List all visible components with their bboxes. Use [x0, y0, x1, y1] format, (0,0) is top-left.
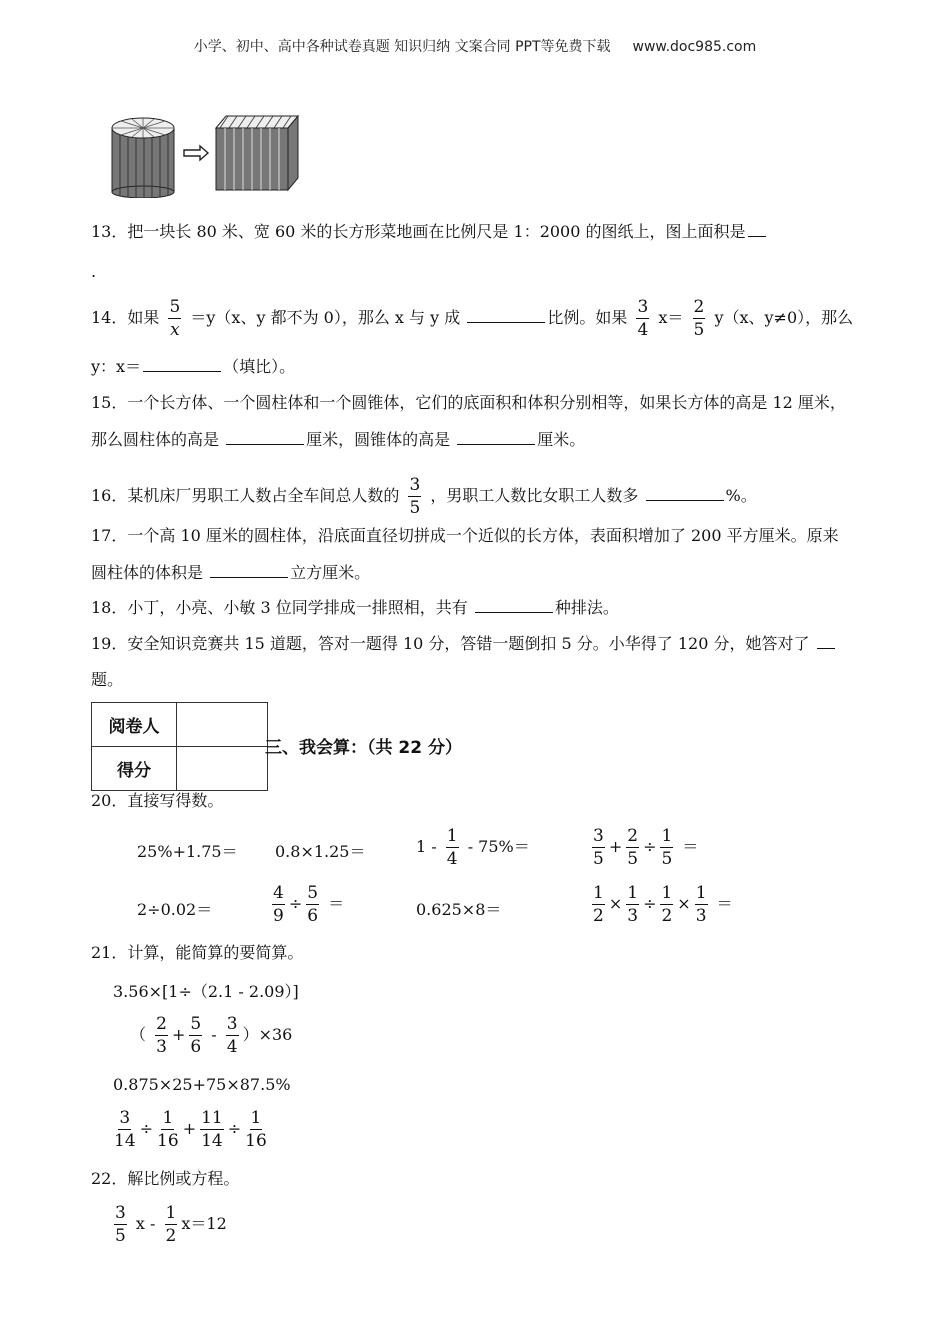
q14-blank-2[interactable] — [143, 357, 221, 372]
reviewer-label: 阅卷人 — [92, 703, 177, 747]
fraction: $\frac{2}{3}$ — [156, 1014, 167, 1057]
q20-e3-part1: 1 - — [416, 837, 437, 856]
op: + — [608, 837, 623, 856]
q13-text: 13．把一块长 80 米、宽 60 米的长方形菜地画在比例尺是 1：2000 的图纸上，图上面积是 — [91, 222, 746, 241]
q19-blank[interactable] — [817, 634, 835, 649]
q18-blank[interactable] — [475, 598, 553, 613]
op: ÷ — [643, 894, 657, 913]
fraction: $\frac{4}{9}$ — [273, 883, 284, 926]
question-18 — [91, 598, 619, 618]
q20-expr-7: 0.625×8＝ — [416, 900, 502, 919]
q14-text-1: 14．如果 — [91, 308, 160, 327]
cylinder-icon — [112, 118, 174, 198]
q17-blank[interactable] — [210, 563, 288, 578]
fraction: $\frac{1}{3}$ — [627, 883, 639, 926]
q20-expr-3 — [416, 827, 530, 868]
fraction: $\frac{1}{16}$ — [245, 1108, 267, 1151]
q20-expr-8 — [588, 884, 733, 925]
q13-line2: . — [91, 262, 97, 281]
fraction: $\frac{3}{4}$ — [226, 1014, 238, 1057]
question-13 — [91, 222, 768, 242]
q18-text-2: 种排法。 — [554, 598, 619, 617]
q15-blank-2[interactable] — [457, 430, 535, 445]
fraction: $\frac{1}{2}$ — [661, 883, 673, 926]
header-text: 小学、初中、高中各种试卷真题 知识归纳 文案合同 PPT等免费下载 — [193, 39, 611, 55]
q14-text-4: x＝ — [658, 308, 684, 327]
close-paren: ）×36 — [242, 1025, 293, 1044]
q16-text-2: ，男职工人数比女职工人数多 — [430, 486, 639, 505]
q22-text-2: x＝12 — [181, 1214, 227, 1233]
q19-text-1: 19．安全知识竞赛共 15 道题，答对一题得 10 分，答错一题倒扣 5 分。小华得了 120 分，她答对了 — [91, 634, 810, 653]
q19-line2: 题。 — [91, 670, 124, 689]
question-17: 17．一个高 10 厘米的圆柱体，沿底面直径切拼成一个近似的长方体，表面积增加了 200 平方厘米。原来 — [91, 526, 839, 545]
fraction: $\frac{3}{4}$ — [637, 297, 649, 340]
q22-expr-1 — [110, 1204, 227, 1245]
fraction: $\frac{5}{6}$ — [307, 883, 319, 926]
fraction: $\frac{1}{3}$ — [695, 883, 707, 926]
fraction: $\frac{5}{6}$ — [190, 1014, 202, 1057]
score-cell[interactable] — [177, 747, 268, 791]
q16-text-3: %。 — [725, 486, 757, 505]
op: - — [211, 1025, 217, 1044]
q17-line2 — [91, 563, 370, 583]
op: × — [677, 894, 691, 913]
q16-text-1: 16．某机床厂男职工人数占全车间总人数的 — [91, 486, 400, 505]
fraction: $\frac{1}{4}$ — [446, 826, 458, 869]
op: ÷ — [139, 1119, 154, 1138]
question-19 — [91, 634, 837, 654]
cuboid-icon — [216, 116, 298, 190]
q15-text-1: 那么圆柱体的高是 — [91, 430, 220, 449]
fraction: $\frac{2}{5}$ — [693, 297, 705, 340]
question-22-title: 22．解比例或方程。 — [91, 1169, 240, 1188]
q14-text-2: ＝y（x、y 都不为 0），那么 x 与 y 成 — [190, 308, 461, 327]
q20-expr-2: 0.8×1.25＝ — [275, 842, 366, 861]
page-header — [0, 36, 950, 56]
op: ÷ — [227, 1119, 242, 1138]
q14-line2 — [91, 357, 295, 377]
equals: ＝ — [716, 894, 733, 913]
fraction: $\frac{3}{14}$ — [114, 1108, 136, 1151]
q14-text-6: y：x＝ — [91, 357, 142, 376]
q21-expr-3: 0.875×25+75×87.5% — [113, 1075, 291, 1094]
question-21-title: 21．计算，能简算的要简算。 — [91, 943, 304, 962]
q21-expr-4 — [110, 1109, 271, 1150]
q14-blank-1[interactable] — [467, 308, 545, 323]
q17-text-1: 圆柱体的体积是 — [91, 563, 204, 582]
question-15: 15．一个长方体、一个圆柱体和一个圆锥体，它们的底面积和体积分别相等，如果长方体的高是 12 厘米， — [91, 393, 846, 412]
op: ÷ — [288, 894, 303, 913]
fraction: $\frac{11}{14}$ — [201, 1108, 223, 1151]
op: + — [171, 1025, 186, 1044]
q20-expr-4 — [588, 827, 698, 868]
question-14 — [91, 298, 853, 339]
header-url[interactable]: www.doc985.com — [632, 39, 757, 55]
q16-blank[interactable] — [646, 486, 724, 501]
fraction: $\frac{1}{5}$ — [661, 826, 673, 869]
q18-text-1: 18．小丁，小亮、小敏 3 位同学排成一排照相，共有 — [91, 598, 468, 617]
op: × — [608, 894, 623, 913]
question-20-title: 20．直接写得数。 — [91, 791, 224, 810]
q21-expr-2 — [130, 1015, 292, 1056]
q17-text-2: 立方厘米。 — [290, 563, 371, 582]
score-label: 得分 — [92, 747, 177, 791]
open-paren: （ — [130, 1025, 147, 1044]
q20-expr-1: 25%+1.75＝ — [137, 842, 238, 861]
q14-text-7: （填比）。 — [223, 357, 296, 376]
reviewer-cell[interactable] — [177, 703, 268, 747]
q20-expr-5: 2÷0.02＝ — [137, 900, 213, 919]
fraction: $\frac{1}{2}$ — [165, 1203, 177, 1246]
fraction: $\frac{3}{5}$ — [593, 826, 604, 869]
q20-expr-6 — [268, 884, 344, 925]
fraction: $\frac{5}{x}$ — [169, 297, 181, 340]
cylinder-to-cuboid-figure — [108, 112, 303, 198]
q21-expr-1: 3.56×[1÷（2.1 - 2.09）] — [113, 982, 299, 1001]
right-arrow-icon — [184, 146, 208, 160]
q15-line2 — [91, 430, 585, 450]
fraction: $\frac{3}{5}$ — [409, 475, 421, 518]
fraction: $\frac{3}{5}$ — [115, 1203, 126, 1246]
q14-text-3: 比例。如果 — [547, 308, 628, 327]
question-16 — [91, 476, 757, 517]
equals: ＝ — [682, 837, 699, 856]
q15-text-2: 厘米，圆锥体的高是 — [306, 430, 451, 449]
fraction: $\frac{2}{5}$ — [627, 826, 639, 869]
q22-text-1: x - — [135, 1214, 156, 1233]
q15-blank-1[interactable] — [226, 430, 304, 445]
q13-answer-blank[interactable] — [748, 222, 766, 237]
q15-text-3: 厘米。 — [537, 430, 586, 449]
q14-text-5: y（x、y≠0），那么 — [714, 308, 854, 327]
op: + — [182, 1119, 197, 1138]
fraction: $\frac{1}{16}$ — [157, 1108, 179, 1151]
fraction: $\frac{1}{2}$ — [593, 883, 604, 926]
section-title: 三、我会算：（共 22 分） — [265, 738, 462, 758]
equals: ＝ — [328, 894, 345, 913]
score-box — [91, 702, 268, 791]
op: ÷ — [643, 837, 657, 856]
q20-e3-part2: - 75%＝ — [467, 837, 530, 856]
